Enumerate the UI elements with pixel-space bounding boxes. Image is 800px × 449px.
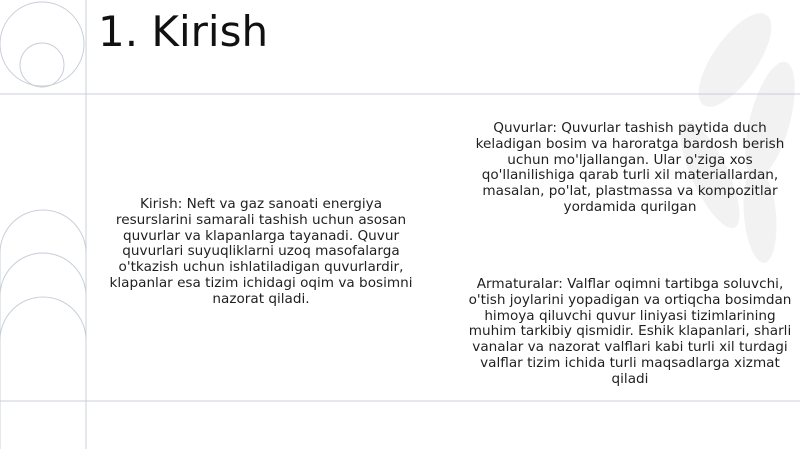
large-circle-outline-icon [0, 2, 84, 86]
slide-title: 1. Kirish [98, 7, 269, 56]
valves-paragraph: Armaturalar: Valflar oqimni tartibga soluvchi, o'tish joylarini yopadigan va ortiqcha bosimdan himoya qiluvchi quvur liniyasi tizimlarining muhim tarkibiy qismidir. Eshik klapanlari, sharli vanalar va nazorat valflari kabi turli xil turdagi valflar tizim ichida turli maqsadlarga xizmat qiladi [468, 276, 792, 387]
pipes-paragraph: Quvurlar: Quvurlar tashish paytida duch keladigan bosim va haroratga bardosh berish uchun mo'ljallangan. Ular o'ziga xos qo'llanilishiga qarab turli xil materiallardan, masalan, po'lat, plastmassa va kompozitlar yordamida qurilgan [475, 120, 785, 215]
upper-arch-outline-icon [0, 210, 86, 449]
small-circle-outline-icon [20, 43, 64, 87]
lower-arch-outline-icon [0, 253, 86, 296]
intro-paragraph: Kirish: Neft va gaz sanoati energiya resurslarini samarali tashish uchun asosan quvurlar va klapanlarga tayanadi. Quvur quvurlari suyuqliklarni uzoq masofalarga o'tkazish uchun ishlatiladigan quvurlardir, klapanlar esa tizim ichidagi oqim va bosimni nazorat qiladi. [109, 196, 413, 307]
bottom-arch-outline-icon [0, 297, 86, 340]
